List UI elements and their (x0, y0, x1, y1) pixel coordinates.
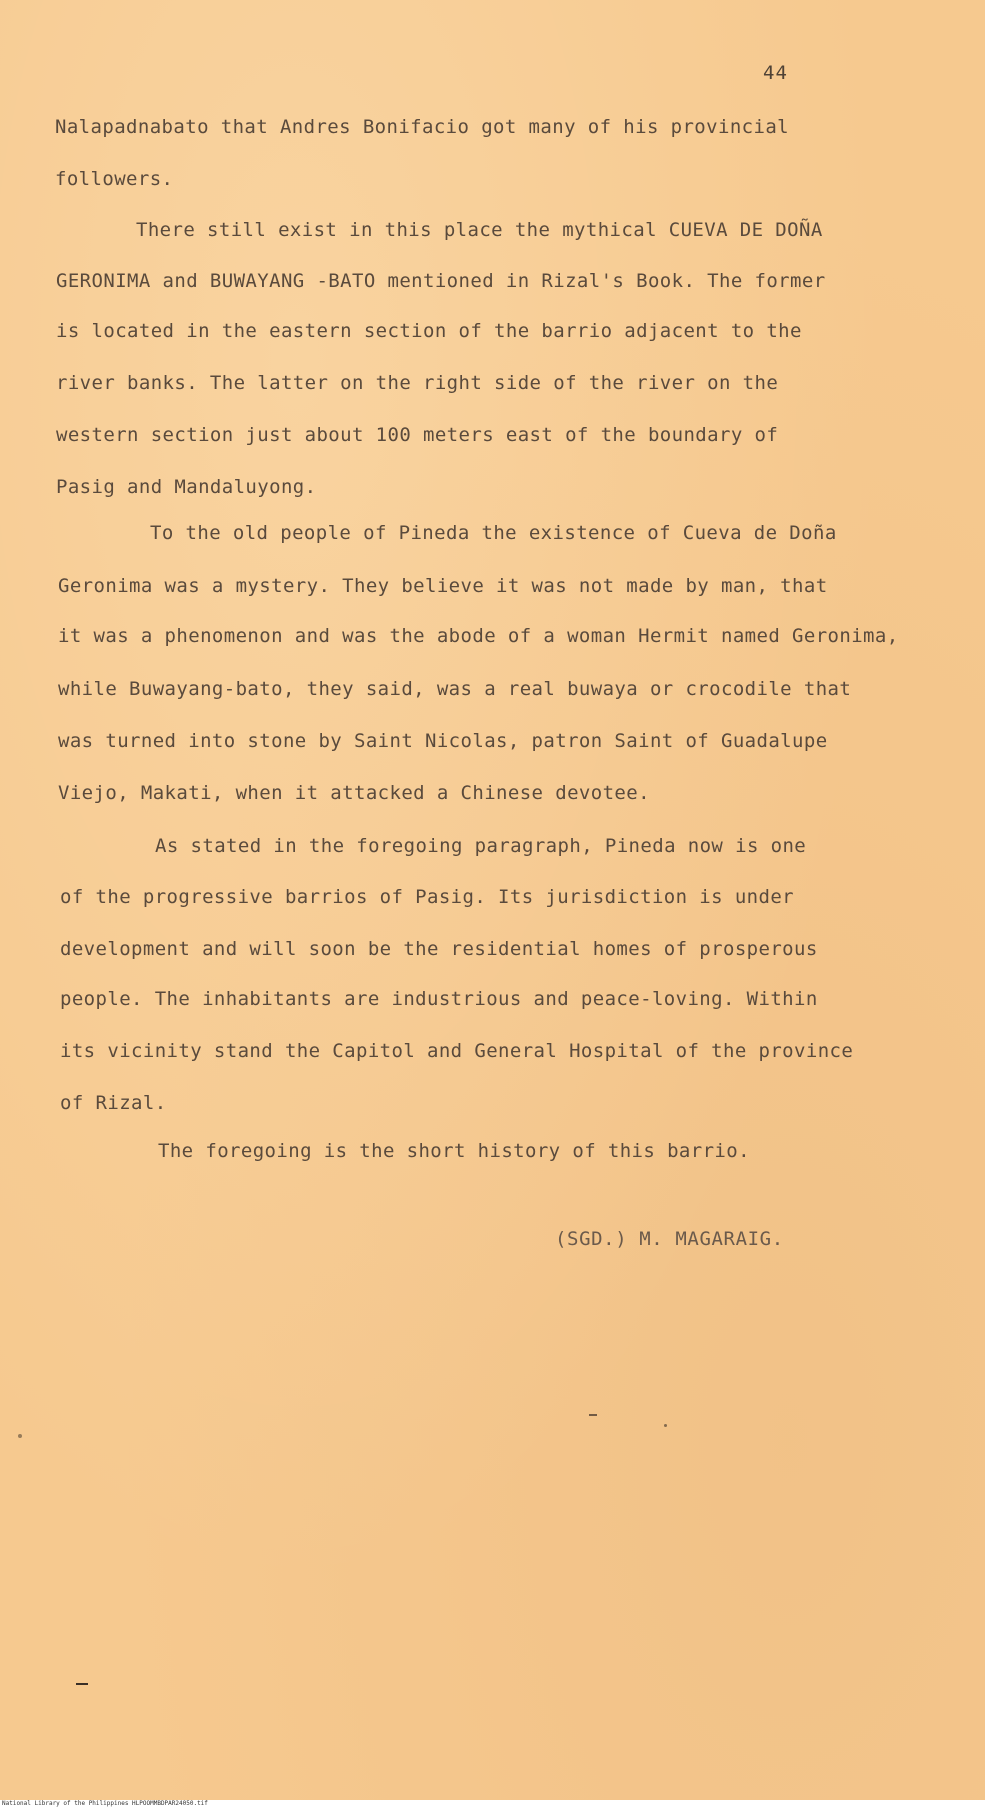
text-line: Pasig and Mandaluyong. (56, 476, 317, 498)
ink-mark (18, 1434, 22, 1438)
ink-mark (76, 1683, 88, 1685)
text-line: As stated in the foregoing paragraph, Pineda now is one (155, 835, 807, 857)
ink-mark (664, 1424, 667, 1427)
text-line: western section just about 100 meters east of the boundary of (56, 424, 779, 446)
text-line: people. The inhabitants are industrious and peace-loving. Within (60, 988, 818, 1010)
footer-source-text: National Library of the Philippines HLPOOMMBDPAR24050.tif (2, 1800, 208, 1807)
text-line: There still exist in this place the mythical CUEVA DE DOÑA (136, 219, 823, 241)
text-line: development and will soon be the residential homes of prosperous (60, 938, 818, 960)
footer-bar (0, 1800, 985, 1808)
text-line: followers. (55, 168, 174, 190)
text-line: its vicinity stand the Capitol and General Hospital of the province (60, 1040, 854, 1062)
text-line: river banks. The latter on the right side of the river on the (56, 372, 779, 394)
text-line: of the progressive barrios of Pasig. Its jurisdiction is under (60, 886, 795, 908)
text-line: is located in the eastern section of the barrio adjacent to the (56, 320, 802, 342)
text-line: was turned into stone by Saint Nicolas, patron Saint of Guadalupe (58, 730, 828, 752)
text-line: it was a phenomenon and was the abode of a woman Hermit named Geronima, (58, 625, 899, 647)
text-line: To the old people of Pineda the existence of Cueva de Doña (150, 522, 837, 544)
page-number: 44 (763, 62, 788, 84)
ink-mark (589, 1414, 597, 1416)
text-line: GERONIMA and BUWAYANG -BATO mentioned in Rizal's Book. The former (56, 270, 826, 292)
signature-line: (SGD.) M. MAGARAIG. (555, 1228, 784, 1250)
text-line: Nalapadnabato that Andres Bonifacio got many of his provincial (55, 116, 790, 138)
text-line: Viejo, Makati, when it attacked a Chinese devotee. (58, 782, 650, 804)
text-line: The foregoing is the short history of this barrio. (158, 1140, 750, 1162)
text-line: while Buwayang-bato, they said, was a real buwaya or crocodile that (58, 678, 852, 700)
text-line: Geronima was a mystery. They believe it was not made by man, that (58, 575, 828, 597)
text-line: of Rizal. (60, 1092, 167, 1114)
